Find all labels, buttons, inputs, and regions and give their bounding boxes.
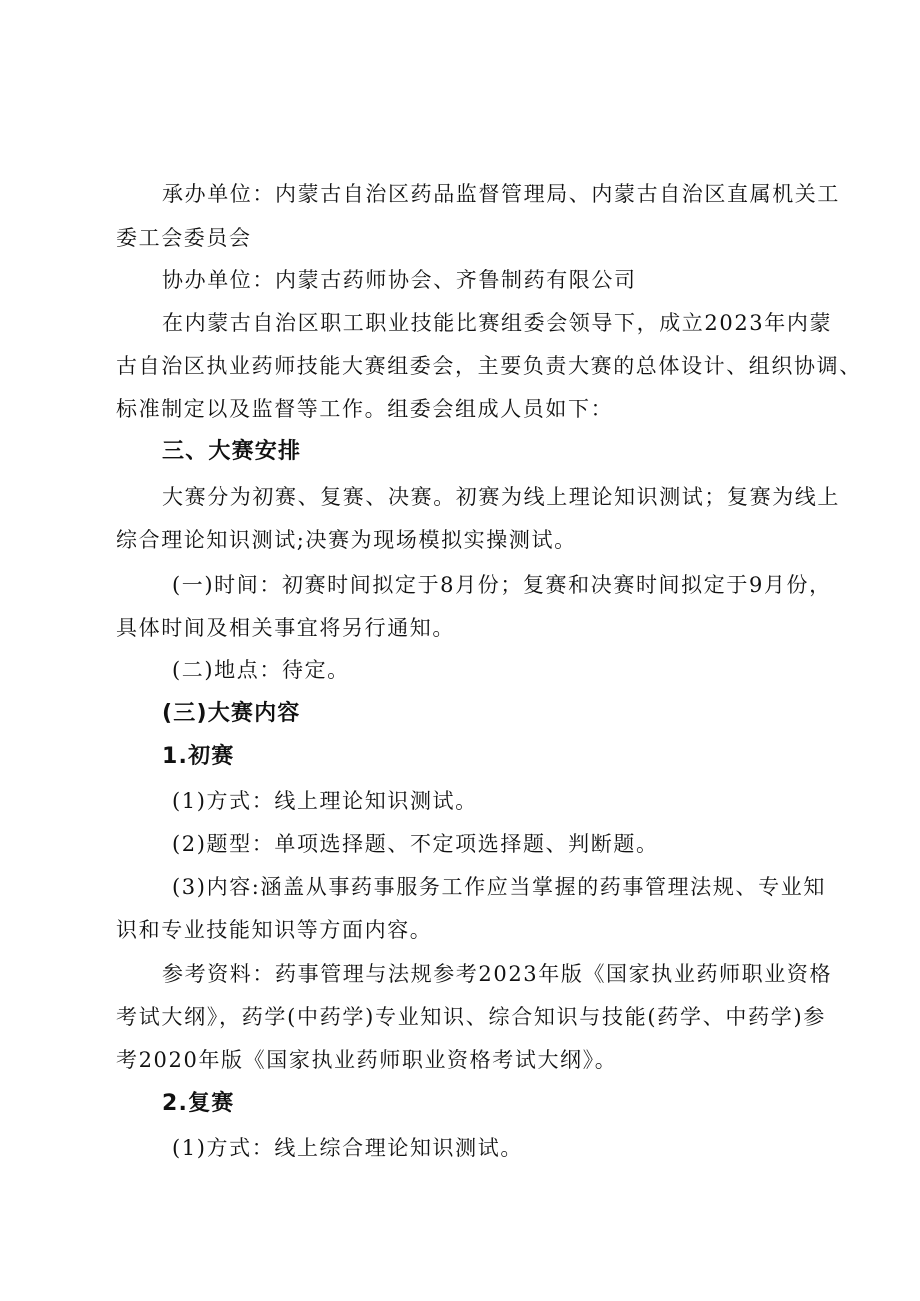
time-paragraph-line: 具体时间及相关事宜将另行通知。 bbox=[116, 616, 455, 640]
organizer-line: 承办单位：内蒙古自治区药品监督管理局、内蒙古自治区直属机关工 bbox=[162, 182, 840, 206]
organizer-line-continued: 委工会委员会 bbox=[116, 226, 252, 250]
subsection-heading-semifinal: 2.复赛 bbox=[162, 1091, 235, 1116]
reference-paragraph-line: 考试大纲》，药学(中药学)专业知识、综合知识与技能(药学、中药学)参 bbox=[116, 1005, 826, 1029]
preliminary-question-type-line: (2)题型：单项选择题、不定项选择题、判断题。 bbox=[172, 832, 659, 856]
reference-paragraph-line: 参考资料：药事管理与法规参考2023年版《国家执业药师职业资格 bbox=[162, 962, 833, 986]
section-heading-arrangement: 三、大赛安排 bbox=[162, 439, 302, 464]
time-paragraph-line: (一)时间：初赛时间拟定于8月份；复赛和决赛时间拟定于9月份， bbox=[172, 573, 832, 597]
committee-paragraph-line: 在内蒙古自治区职工职业技能比赛组委会领导下，成立2023年内蒙 bbox=[162, 311, 833, 335]
preliminary-content-line: 识和专业技能知识等方面内容。 bbox=[116, 918, 433, 942]
preliminary-method-line: (1)方式：线上理论知识测试。 bbox=[172, 789, 478, 813]
rounds-paragraph-line: 大赛分为初赛、复赛、决赛。初赛为线上理论知识测试；复赛为线上 bbox=[162, 485, 840, 509]
preliminary-content-line: (3)内容:涵盖从事药事服务工作应当掌握的药事管理法规、专业知 bbox=[172, 875, 826, 899]
committee-paragraph-line: 标准制定以及监督等工作。组委会组成人员如下： bbox=[116, 397, 614, 421]
location-line: (二)地点：待定。 bbox=[172, 658, 350, 682]
subsection-heading-content: (三)大赛内容 bbox=[162, 701, 301, 726]
committee-paragraph-line: 古自治区执业药师技能大赛组委会，主要负责大赛的总体设计、组织协调、 bbox=[116, 354, 862, 378]
subsection-heading-preliminary: 1.初赛 bbox=[162, 744, 235, 769]
co-organizer-line: 协办单位：内蒙古药师协会、齐鲁制药有限公司 bbox=[162, 268, 637, 292]
rounds-paragraph-line: 综合理论知识测试;决赛为现场模拟实操测试。 bbox=[116, 528, 577, 552]
semifinal-method-line: (1)方式：线上综合理论知识测试。 bbox=[172, 1136, 523, 1160]
reference-paragraph-line: 考2020年版《国家执业药师职业资格考试大纲》。 bbox=[116, 1048, 618, 1072]
